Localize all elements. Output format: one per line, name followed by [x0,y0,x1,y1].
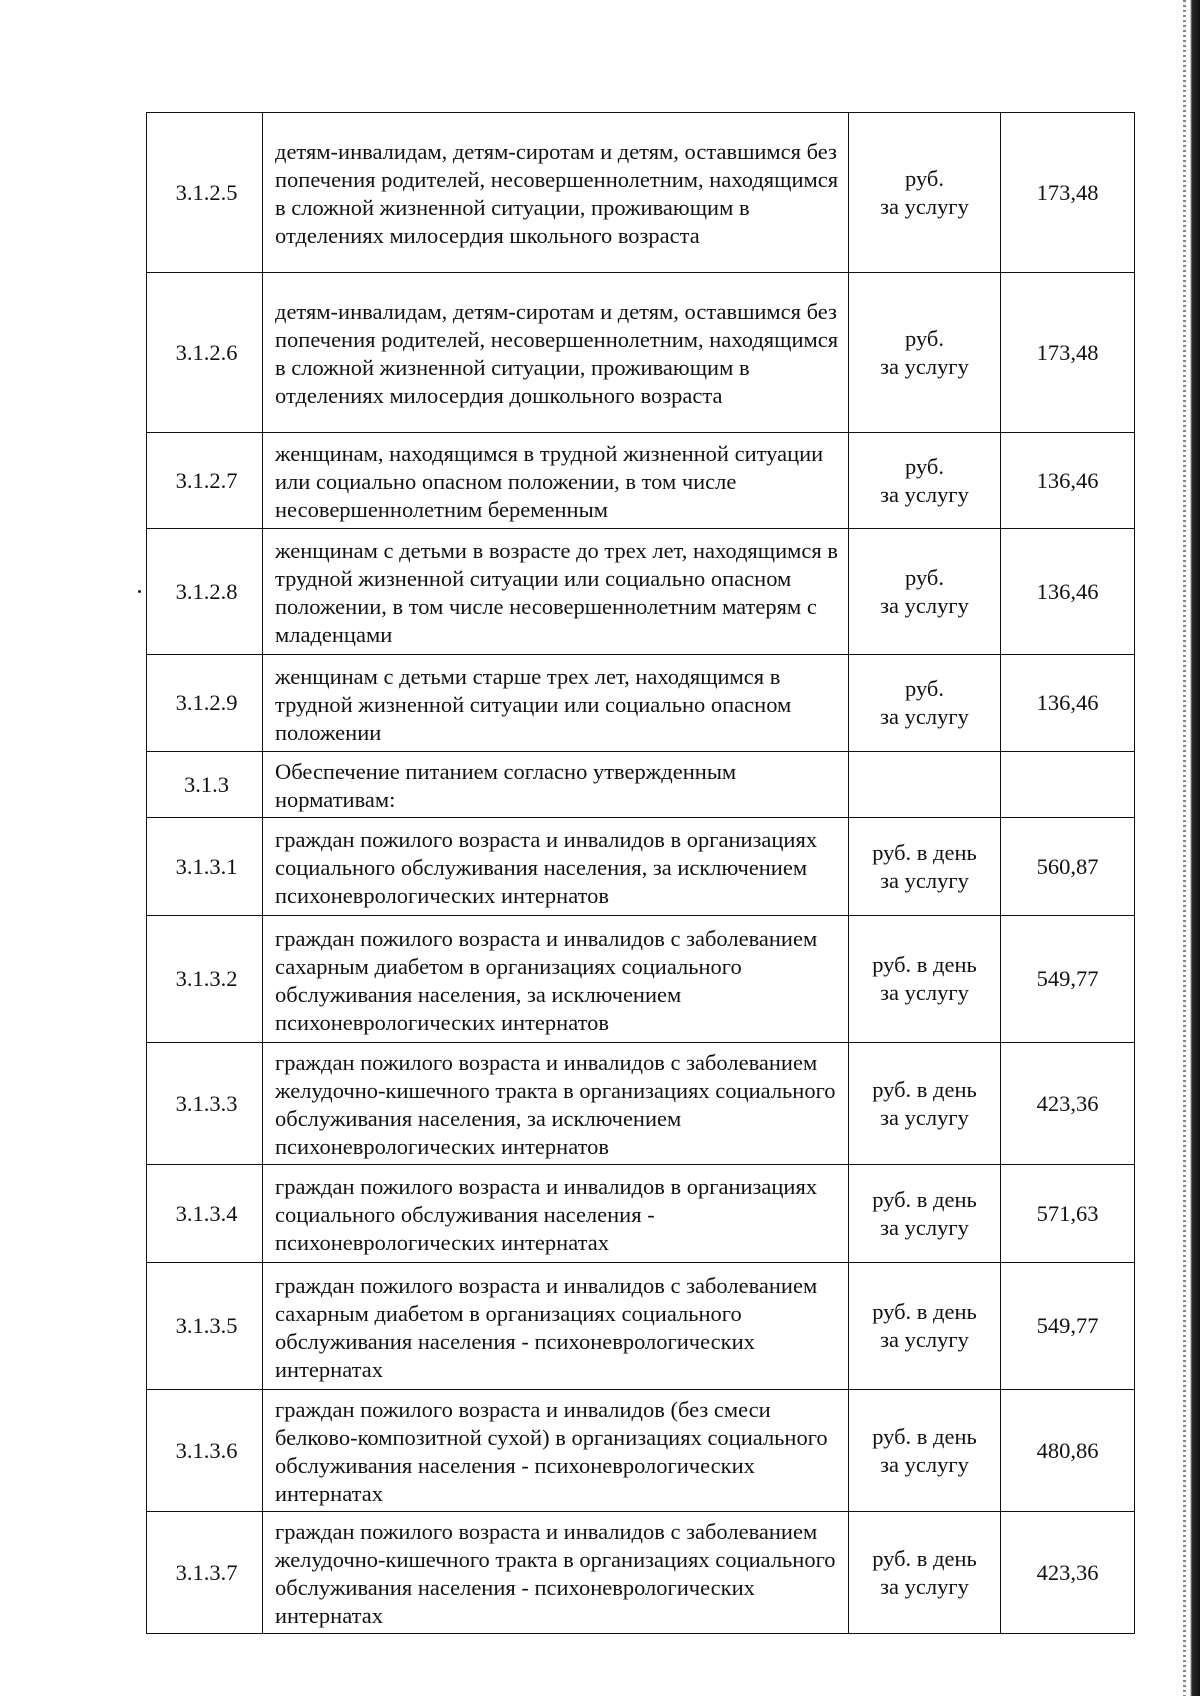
row-number: 3.1.3.6 [147,1390,263,1512]
table-row [147,1263,1135,1390]
row-description: граждан пожилого возраста и инвалидов (без смеси белково-композитной сухой) в организациях социального обслуживания населения - психоневрологических интернатах [263,1390,849,1512]
row-number: 3.1.3 [147,752,263,818]
row-value: 571,63 [1001,1165,1135,1263]
unit-line-2: за услугу [880,1214,969,1240]
row-number: 3.1.3.7 [147,1512,263,1634]
unit-line-1: руб. в день [872,839,977,865]
row-value: 173,48 [1001,113,1135,273]
table-row [147,818,1135,916]
row-unit [849,655,1001,752]
row-unit [849,1390,1001,1512]
row-value: 560,87 [1001,818,1135,916]
unit-line-2: за услугу [880,353,969,379]
row-unit [849,916,1001,1043]
scan-speck [138,590,141,593]
row-value: 136,46 [1001,655,1135,752]
row-number: 3.1.2.8 [147,529,263,655]
row-value: 480,86 [1001,1390,1135,1512]
row-number: 3.1.3.4 [147,1165,263,1263]
tariff-table [146,112,1135,1634]
unit-line-1: руб. [905,453,944,479]
unit-line-2: за услугу [880,1327,969,1352]
row-description: детям-инвалидам, детям-сиротам и детям, оставшимся без попечения родителей, несовершеннолетним, находящимся в сложной жизненной ситуации, проживающим в отделениях милосердия дошкольного возраста [263,273,849,433]
table-row [147,1512,1135,1634]
row-value: 423,36 [1001,1512,1135,1634]
row-description: граждан пожилого возраста и инвалидов с заболеванием сахарным диабетом в организациях социального обслуживания населения, за исключением психоневрологических интернатов [263,916,849,1043]
unit-line-2: за услугу [880,481,969,507]
table-row [147,113,1135,273]
row-unit [849,752,1001,818]
unit-line-1: руб. в день [872,1076,977,1102]
unit-line-2: за услугу [880,867,969,893]
unit-line-1: руб. [905,325,944,351]
table-row [147,273,1135,433]
scan-edge-noise [1183,0,1186,1696]
table-row [147,433,1135,529]
row-description: граждан пожилого возраста и инвалидов в организациях социального обслуживания населения - психоневрологических интернатах [263,1165,849,1263]
table-row-section [147,752,1135,818]
row-value: 549,77 [1001,916,1135,1043]
table-row [147,529,1135,655]
unit-line-1: руб. [905,676,944,701]
row-number: 3.1.3.1 [147,818,263,916]
unit-line-1: руб. в день [872,952,977,977]
table-row [147,655,1135,752]
unit-line-1: руб. в день [872,1186,977,1212]
table-row [147,1043,1135,1165]
table-row [147,1390,1135,1512]
unit-line-2: за услугу [880,1451,969,1477]
unit-line-2: за услугу [880,704,969,729]
row-unit [849,433,1001,529]
row-number: 3.1.3.5 [147,1263,263,1390]
unit-line-1: руб. [905,165,944,191]
row-unit [849,1043,1001,1165]
row-unit [849,113,1001,273]
row-description: женщинам с детьми в возрасте до трех лет, находящимся в трудной жизненной ситуации или социально опасном положении, в том числе несовершеннолетним матерям с младенцами [263,529,849,655]
row-unit [849,818,1001,916]
unit-line-1: руб. [905,564,944,590]
row-unit [849,1165,1001,1263]
unit-line-2: за услугу [880,1573,969,1599]
table-row [147,1165,1135,1263]
row-number: 3.1.2.9 [147,655,263,752]
row-unit [849,1263,1001,1390]
row-description: граждан пожилого возраста и инвалидов в организациях социального обслуживания населения, за исключением психоневрологических интернатов [263,818,849,916]
unit-line-1: руб. в день [872,1299,977,1324]
row-description: женщинам с детьми старше трех лет, находящимся в трудной жизненной ситуации или социально опасном положении [263,655,849,752]
scan-edge [1178,0,1200,1696]
row-description: граждан пожилого возраста и инвалидов с заболеванием сахарным диабетом в организациях социального обслуживания населения - психоневрологических интернатах [263,1263,849,1390]
row-description: женщинам, находящимся в трудной жизненной ситуации или социально опасном положении, в том числе несовершеннолетним беременным [263,433,849,529]
unit-line-2: за услугу [880,592,969,618]
row-description: граждан пожилого возраста и инвалидов с заболеванием желудочно-кишечного тракта в организациях социального обслуживания населения, за исключением психоневрологических интернатов [263,1043,849,1165]
row-value: 423,36 [1001,1043,1135,1165]
unit-line-2: за услугу [880,980,969,1005]
row-value: 549,77 [1001,1263,1135,1390]
row-number: 3.1.2.7 [147,433,263,529]
table-row [147,916,1135,1043]
row-number: 3.1.2.6 [147,273,263,433]
unit-line-1: руб. в день [872,1545,977,1571]
unit-line-2: за услугу [880,193,969,219]
row-unit [849,273,1001,433]
row-number: 3.1.3.2 [147,916,263,1043]
row-description: Обеспечение питанием согласно утвержденным нормативам: [263,752,849,818]
row-number: 3.1.2.5 [147,113,263,273]
tariff-table-body [147,113,1135,1634]
row-unit [849,1512,1001,1634]
row-unit [849,529,1001,655]
unit-line-2: за услугу [880,1104,969,1130]
row-description: детям-инвалидам, детям-сиротам и детям, оставшимся без попечения родителей, несовершеннолетним, находящимся в сложной жизненной ситуации, проживающим в отделениях милосердия школьного возраста [263,113,849,273]
row-description: граждан пожилого возраста и инвалидов с заболеванием желудочно-кишечного тракта в организациях социального обслуживания населения - психоневрологических интернатах [263,1512,849,1634]
unit-line-1: руб. в день [872,1423,977,1449]
row-value: 136,46 [1001,529,1135,655]
row-value: 136,46 [1001,433,1135,529]
row-number: 3.1.3.3 [147,1043,263,1165]
row-value: 173,48 [1001,273,1135,433]
row-value [1001,752,1135,818]
